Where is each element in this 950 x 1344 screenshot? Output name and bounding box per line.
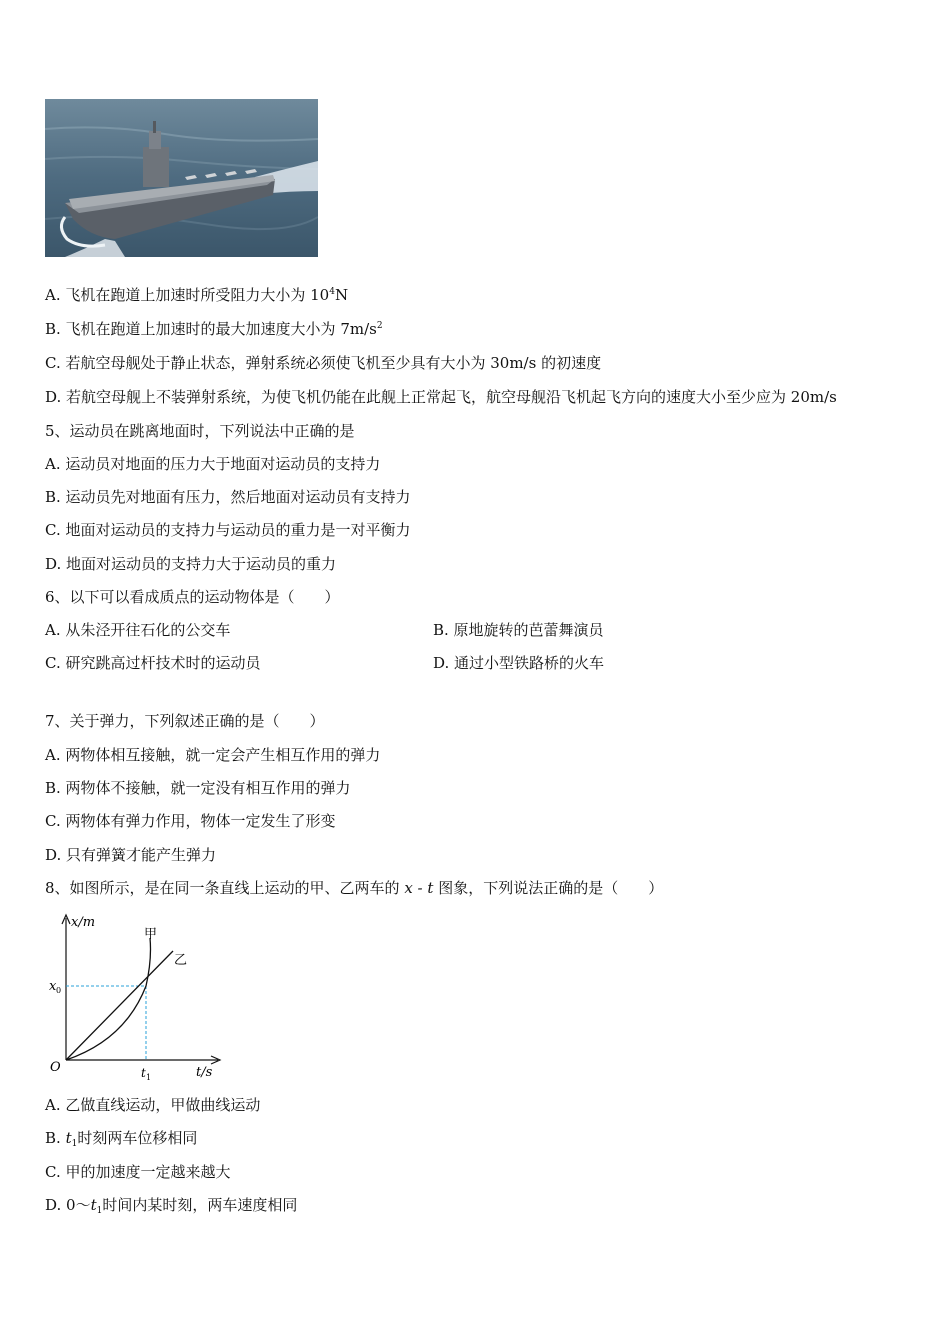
q4-option-c: C. 若航空母舰处于静止状态，弹射系统必须使飞机至少具有大小为 30m/s 的初速度: [45, 354, 602, 372]
q6-stem: 6、以下可以看成质点的运动物体是（ ）: [45, 588, 340, 606]
q5-stem: 5、运动员在跳离地面时，下列说法中正确的是: [45, 422, 355, 440]
line-yi: [66, 951, 173, 1060]
aircraft-carrier-photo: [45, 99, 318, 257]
t1-subscript: 1: [146, 1073, 152, 1082]
q7-option-c: C. 两物体有弹力作用，物体一定发生了形变: [45, 812, 336, 830]
q6-option-a: A. 从朱泾开往石化的公交车: [45, 621, 231, 639]
x0-subscript: 0: [56, 986, 62, 995]
q8-option-d: [45, 1195, 297, 1215]
q8-option-d-subscript: 1: [96, 1206, 103, 1216]
q6-option-c: C. 研究跳高过杆技术时的运动员: [45, 654, 261, 672]
aircraft-carrier-image: [45, 99, 318, 257]
jia-label: 甲: [144, 927, 158, 942]
q8-option-b-text: 时刻两车位移相同: [77, 1129, 198, 1147]
xt-graph: [45, 910, 225, 1089]
q6-option-b: B. 原地旋转的芭蕾舞演员: [433, 621, 604, 639]
q6-option-d: D. 通过小型铁路桥的火车: [433, 654, 605, 672]
q8-option-b-prefix: B.: [45, 1129, 66, 1147]
q8-option-b-variable: t: [65, 1129, 72, 1147]
q8-option-b-subscript: 1: [71, 1139, 78, 1149]
t1-label: t: [141, 1066, 146, 1080]
q4-option-a-unit: N: [334, 286, 349, 304]
q4-option-b-exponent: 2: [376, 321, 383, 331]
q5-option-c: C. 地面对运动员的支持力与运动员的重力是一对平衡力: [45, 521, 411, 539]
q8-option-c: C. 甲的加速度一定越来越大: [45, 1163, 231, 1181]
q5-option-a: A. 运动员对地面的压力大于地面对运动员的支持力: [45, 455, 381, 473]
yi-label: 乙: [174, 953, 188, 968]
y-axis-label: x/m: [71, 915, 96, 930]
q4-option-a: [45, 285, 348, 305]
q8-option-b: [45, 1128, 197, 1148]
q8-option-a: A. 乙做直线运动，甲做曲线运动: [45, 1096, 261, 1114]
q8-stem-text-end: 图象，下列说法正确的是（ ）: [433, 879, 664, 897]
q7-option-d: D. 只有弹簧才能产生弹力: [45, 846, 217, 864]
q4-option-a-text: A. 飞机在跑道上加速时所受阻力大小为 10: [45, 286, 330, 304]
origin-label: O: [50, 1060, 61, 1075]
q8-option-d-prefix: D. 0～: [45, 1196, 91, 1214]
q8-stem-variable: x - t: [404, 879, 434, 897]
q7-option-a: A. 两物体相互接触，就一定会产生相互作用的弹力: [45, 746, 381, 764]
q4-option-b-text: B. 飞机在跑道上加速时的最大加速度大小为 7m/s: [45, 320, 377, 338]
q8-option-d-variable: t: [90, 1196, 97, 1214]
q8-option-d-text: 时间内某时刻，两车速度相同: [102, 1196, 298, 1214]
curve-jia: [66, 938, 151, 1060]
q7-option-b: B. 两物体不接触，就一定没有相互作用的弹力: [45, 779, 351, 797]
x-axis-label: t/s: [196, 1065, 213, 1080]
q8-stem: [45, 878, 663, 898]
x0-label: x: [49, 979, 57, 994]
q4-option-a-exponent: 4: [329, 287, 335, 297]
q7-stem: 7、关于弹力，下列叙述正确的是（ ）: [45, 712, 325, 730]
xt-graph-svg: [45, 910, 225, 1085]
q8-stem-text: 8、如图所示，是在同一条直线上运动的甲、乙两车的: [45, 879, 405, 897]
q5-option-b: B. 运动员先对地面有压力，然后地面对运动员有支持力: [45, 488, 411, 506]
q5-option-d: D. 地面对运动员的支持力大于运动员的重力: [45, 555, 337, 573]
q4-option-d: D. 若航空母舰上不装弹射系统，为使飞机仍能在此舰上正常起飞，航空母舰沿飞机起飞方向的速度大小至少应为 20m/s: [45, 388, 837, 406]
q4-option-b: [45, 319, 383, 339]
